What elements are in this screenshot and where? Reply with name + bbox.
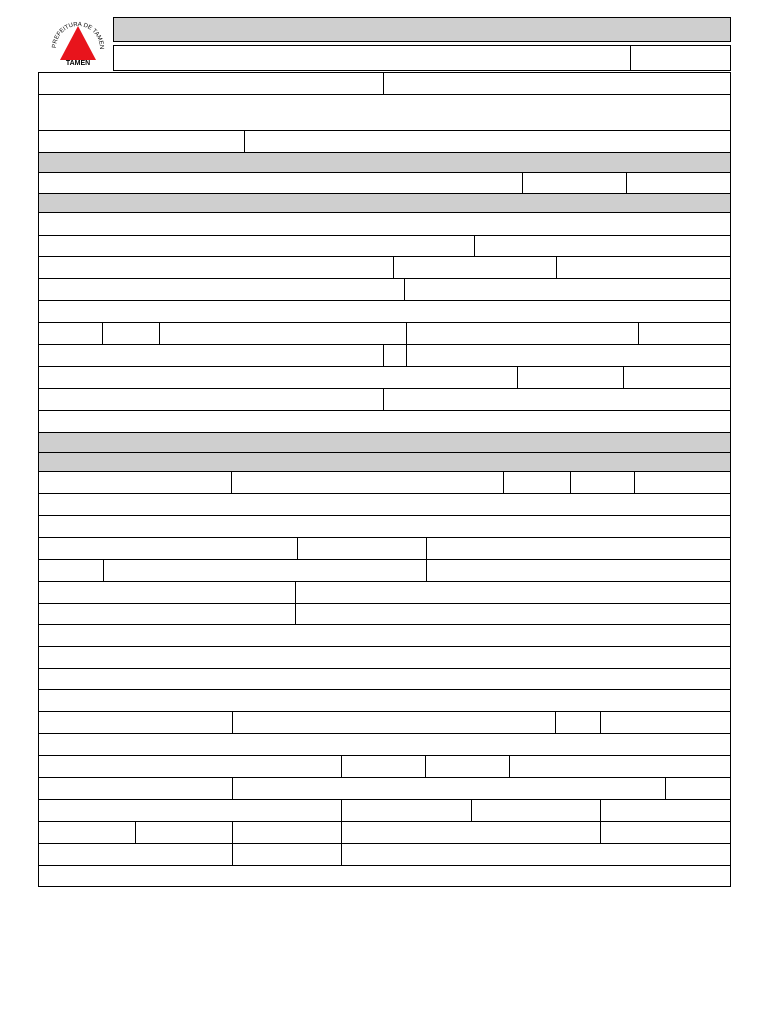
form-row bbox=[39, 690, 730, 712]
form-field[interactable] bbox=[160, 323, 407, 344]
form-field[interactable] bbox=[39, 516, 730, 537]
form-row bbox=[39, 734, 730, 756]
form-field[interactable] bbox=[472, 800, 601, 821]
form-row bbox=[39, 411, 730, 433]
form-field[interactable] bbox=[504, 472, 571, 493]
form-row bbox=[39, 279, 730, 301]
form-field[interactable] bbox=[233, 778, 666, 799]
form-field[interactable] bbox=[557, 257, 730, 278]
form-field[interactable] bbox=[405, 279, 730, 300]
form-row bbox=[39, 301, 730, 323]
form-field[interactable] bbox=[245, 131, 730, 152]
form-field[interactable] bbox=[635, 472, 730, 493]
section-bar bbox=[39, 153, 730, 173]
form-field[interactable] bbox=[601, 822, 730, 843]
form-field[interactable] bbox=[39, 756, 342, 777]
form-field[interactable] bbox=[342, 800, 472, 821]
form-field[interactable] bbox=[39, 411, 730, 432]
form-field[interactable] bbox=[39, 472, 232, 493]
header-subtitle-bar bbox=[113, 45, 631, 71]
form-field[interactable] bbox=[103, 323, 160, 344]
form-field[interactable] bbox=[624, 367, 730, 388]
form-row bbox=[39, 472, 730, 494]
form-row bbox=[39, 669, 730, 690]
form-row bbox=[39, 800, 730, 822]
form-row bbox=[39, 712, 730, 734]
form-field[interactable] bbox=[39, 279, 405, 300]
form-field[interactable] bbox=[427, 538, 730, 559]
form-field[interactable] bbox=[523, 173, 627, 193]
form-field[interactable] bbox=[475, 236, 730, 256]
form-row bbox=[39, 494, 730, 516]
form-row bbox=[39, 73, 730, 95]
form-field[interactable] bbox=[627, 173, 730, 193]
form-row bbox=[39, 236, 730, 257]
form-field[interactable] bbox=[39, 690, 730, 711]
form-row bbox=[39, 625, 730, 647]
form-field[interactable] bbox=[39, 236, 475, 256]
form-row bbox=[39, 131, 730, 153]
form-field[interactable] bbox=[39, 822, 136, 843]
form-field[interactable] bbox=[39, 367, 518, 388]
form-row bbox=[39, 822, 730, 844]
form-field[interactable] bbox=[556, 712, 601, 733]
form-field[interactable] bbox=[39, 778, 233, 799]
form-field[interactable] bbox=[39, 345, 384, 366]
form-field[interactable] bbox=[342, 844, 730, 865]
form-row bbox=[39, 866, 730, 886]
form-field[interactable] bbox=[39, 844, 233, 865]
form-field[interactable] bbox=[394, 257, 557, 278]
form-row bbox=[39, 345, 730, 367]
form-grid bbox=[38, 72, 731, 887]
form-field[interactable] bbox=[39, 625, 730, 646]
form-field[interactable] bbox=[39, 647, 730, 668]
company-logo bbox=[50, 18, 106, 66]
form-field[interactable] bbox=[39, 669, 730, 689]
header-title-bar bbox=[113, 17, 731, 42]
form-field[interactable] bbox=[39, 800, 342, 821]
form-field[interactable] bbox=[296, 582, 730, 603]
form-field[interactable] bbox=[342, 756, 426, 777]
form-field[interactable] bbox=[426, 756, 510, 777]
form-field[interactable] bbox=[407, 323, 639, 344]
form-field[interactable] bbox=[232, 472, 504, 493]
form-field[interactable] bbox=[298, 538, 427, 559]
form-field[interactable] bbox=[39, 494, 730, 515]
form-field[interactable] bbox=[666, 778, 730, 799]
section-bar bbox=[39, 453, 730, 472]
form-field[interactable] bbox=[639, 323, 730, 344]
form-field[interactable] bbox=[39, 301, 730, 322]
form-row bbox=[39, 756, 730, 778]
section-bar bbox=[39, 433, 730, 453]
form-field[interactable] bbox=[39, 173, 523, 193]
form-row bbox=[39, 647, 730, 669]
form-row bbox=[39, 778, 730, 800]
form-field[interactable] bbox=[601, 800, 730, 821]
form-row bbox=[39, 389, 730, 411]
form-field[interactable] bbox=[39, 131, 245, 152]
form-field[interactable] bbox=[233, 844, 342, 865]
form-field[interactable] bbox=[39, 734, 730, 755]
form-field[interactable] bbox=[407, 345, 730, 366]
form-row bbox=[39, 560, 730, 582]
form-row bbox=[39, 367, 730, 389]
form-row bbox=[39, 173, 730, 194]
form-field[interactable] bbox=[233, 712, 556, 733]
form-row bbox=[39, 538, 730, 560]
form-field[interactable] bbox=[39, 323, 103, 344]
form-field[interactable] bbox=[39, 538, 298, 559]
form-field[interactable] bbox=[39, 582, 296, 603]
form-field[interactable] bbox=[518, 367, 624, 388]
form-field[interactable] bbox=[39, 73, 384, 94]
form-row bbox=[39, 95, 730, 131]
form-field[interactable] bbox=[39, 560, 104, 581]
form-row bbox=[39, 582, 730, 604]
form-field[interactable] bbox=[296, 604, 730, 624]
form-row bbox=[39, 213, 730, 236]
form-row bbox=[39, 604, 730, 625]
logo-arc-text: PREFEITURA DE TAMEN bbox=[51, 21, 105, 50]
form-field[interactable] bbox=[39, 257, 394, 278]
form-row bbox=[39, 516, 730, 538]
form-field[interactable] bbox=[39, 95, 730, 130]
form-field[interactable] bbox=[136, 822, 233, 843]
section-bar bbox=[39, 194, 730, 213]
logo-brand-text: TAMEN bbox=[65, 60, 91, 66]
form-field[interactable] bbox=[342, 822, 601, 843]
header-code-box bbox=[630, 45, 731, 71]
form-field[interactable] bbox=[384, 345, 407, 366]
form-row bbox=[39, 323, 730, 345]
form-field[interactable] bbox=[39, 712, 233, 733]
form-field[interactable] bbox=[384, 389, 730, 410]
form-field[interactable] bbox=[510, 756, 730, 777]
form-row bbox=[39, 844, 730, 866]
form-row bbox=[39, 257, 730, 279]
form-field[interactable] bbox=[571, 472, 635, 493]
form-field[interactable] bbox=[601, 712, 730, 733]
form-field[interactable] bbox=[39, 213, 730, 235]
form-field[interactable] bbox=[427, 560, 730, 581]
form-field[interactable] bbox=[104, 560, 427, 581]
form-field[interactable] bbox=[39, 604, 296, 624]
form-field[interactable] bbox=[233, 822, 342, 843]
form-field[interactable] bbox=[39, 866, 730, 886]
form-field[interactable] bbox=[384, 73, 730, 94]
form-field[interactable] bbox=[39, 389, 384, 410]
